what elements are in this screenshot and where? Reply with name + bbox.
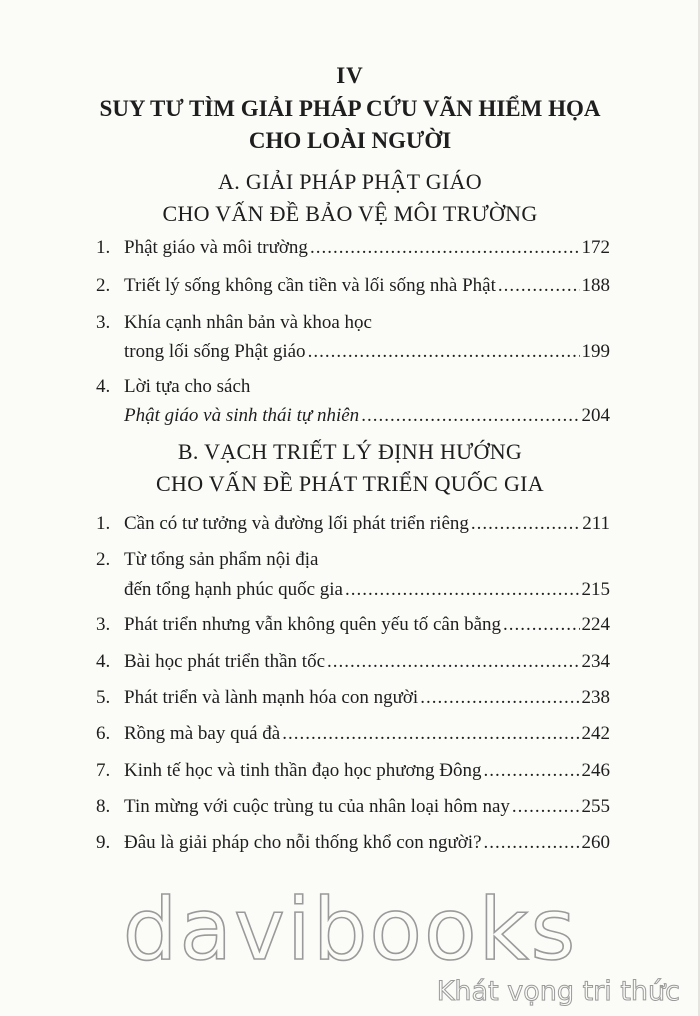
toc-entry-page: 172 bbox=[581, 237, 610, 258]
toc-entry-b5[interactable] bbox=[96, 684, 610, 712]
toc-entry-title: Lời tựa cho sách bbox=[124, 376, 251, 397]
toc-entry-a4[interactable] bbox=[96, 373, 610, 401]
toc-entry-b1[interactable] bbox=[96, 510, 610, 538]
toc-entry-number: 3. bbox=[96, 614, 111, 635]
toc-entry-number: 1. bbox=[96, 513, 111, 534]
leader-dots bbox=[498, 272, 580, 300]
toc-entry-title: Rồng mà bay quá đà bbox=[124, 723, 281, 744]
leader-dots bbox=[361, 402, 579, 430]
toc-entry-title: Khía cạnh nhân bản và khoa học bbox=[124, 312, 372, 333]
toc-entry-title: Phật giáo và môi trường bbox=[124, 237, 308, 258]
toc-entry-b2-continuation[interactable] bbox=[124, 576, 610, 604]
toc-entry-number: 6. bbox=[96, 723, 111, 744]
toc-entry-title: Triết lý sống không cần tiền và lối sống nhà Phật bbox=[124, 275, 496, 296]
book-title-italic: Phật giáo và sinh thái tự nhiên bbox=[124, 405, 360, 426]
toc-entry-number: 5. bbox=[96, 687, 111, 708]
toc-entry-b7[interactable] bbox=[96, 757, 610, 785]
toc-entry-number: 4. bbox=[96, 651, 111, 672]
part-number: IV bbox=[336, 63, 364, 88]
toc-entry-b8[interactable] bbox=[96, 793, 610, 821]
toc-entry-number: 3. bbox=[96, 312, 111, 333]
leader-dots bbox=[512, 793, 580, 821]
toc-entry-a3[interactable] bbox=[96, 309, 610, 337]
section-a-title-line-1: A. GIẢI PHÁP PHẬT GIÁO bbox=[218, 169, 482, 194]
toc-entry-a3-continuation[interactable] bbox=[124, 338, 610, 366]
toc-entry-title: Phát triển nhưng vẫn không quên yếu tố cân bằng bbox=[124, 614, 502, 635]
toc-entry-title: Kinh tế học và tinh thần đạo học phương Đông bbox=[124, 760, 482, 781]
toc-entry-number: 1. bbox=[96, 237, 111, 258]
toc-entry-number: 2. bbox=[96, 275, 111, 296]
toc-entry-page: 199 bbox=[581, 341, 610, 362]
toc-entry-a4-continuation[interactable] bbox=[124, 402, 610, 430]
leader-dots bbox=[484, 757, 580, 785]
toc-entry-a2[interactable] bbox=[96, 272, 610, 300]
leader-dots bbox=[310, 234, 580, 262]
toc-entry-a1[interactable] bbox=[96, 234, 610, 262]
part-title-line-2: CHO LOÀI NGƯỜI bbox=[248, 128, 452, 153]
leader-dots bbox=[420, 684, 579, 712]
leader-dots bbox=[503, 611, 579, 639]
toc-entry-page: 211 bbox=[582, 513, 610, 534]
toc-entry-title: Phát triển và lành mạnh hóa con người bbox=[124, 687, 419, 708]
leader-dots bbox=[282, 720, 579, 748]
toc-entry-page: 246 bbox=[581, 760, 610, 781]
toc-entry-page: 188 bbox=[581, 275, 610, 296]
toc-entry-page: 204 bbox=[581, 405, 610, 426]
leader-dots bbox=[327, 648, 579, 676]
section-b-title-line-1: B. VẠCH TRIẾT LÝ ĐỊNH HƯỚNG bbox=[177, 439, 523, 464]
toc-entry-number: 2. bbox=[96, 549, 111, 570]
toc-entry-title-continued: đến tổng hạnh phúc quốc gia bbox=[124, 579, 343, 600]
section-a-title-line-2: CHO VẤN ĐỀ BẢO VỆ MÔI TRƯỜNG bbox=[162, 201, 538, 226]
leader-dots bbox=[471, 510, 580, 538]
toc-entry-page: 234 bbox=[581, 651, 610, 672]
toc-entry-page: 255 bbox=[581, 796, 610, 817]
toc-entry-number: 7. bbox=[96, 760, 111, 781]
watermark-brand: davibooks bbox=[122, 880, 578, 980]
toc-entry-number: 9. bbox=[96, 832, 111, 853]
part-title-line-1: SUY TƯ TÌM GIẢI PHÁP CỨU VÃN HIỂM HỌA bbox=[99, 96, 601, 121]
toc-entry-b4[interactable] bbox=[96, 648, 610, 676]
toc-entry-title: Bài học phát triển thần tốc bbox=[124, 651, 326, 672]
toc-entry-b9[interactable] bbox=[96, 829, 610, 857]
toc-entry-number: 8. bbox=[96, 796, 111, 817]
section-b-title-line-2: CHO VẤN ĐỀ PHÁT TRIỂN QUỐC GIA bbox=[156, 471, 544, 496]
leader-dots bbox=[308, 338, 580, 366]
toc-entry-page: 238 bbox=[581, 687, 610, 708]
toc-entry-b3[interactable] bbox=[96, 611, 610, 639]
toc-entry-title: Tin mừng với cuộc trùng tu của nhân loại hôm nay bbox=[124, 796, 510, 817]
leader-dots bbox=[484, 829, 580, 857]
toc-entry-b2[interactable] bbox=[96, 546, 610, 574]
toc-entry-page: 215 bbox=[581, 579, 610, 600]
toc-entry-page: 242 bbox=[581, 723, 610, 744]
toc-entry-title: Đâu là giải pháp cho nỗi thống khổ con người? bbox=[124, 832, 482, 853]
watermark-tagline: Khát vọng tri thức bbox=[436, 976, 680, 1007]
toc-entry-page: 224 bbox=[581, 614, 610, 635]
toc-entry-title: Từ tổng sản phẩm nội địa bbox=[124, 549, 319, 570]
leader-dots bbox=[345, 576, 580, 604]
toc-entry-page: 260 bbox=[581, 832, 610, 853]
toc-entry-title: Cần có tư tưởng và đường lối phát triển riêng bbox=[124, 513, 469, 534]
toc-entry-number: 4. bbox=[96, 376, 111, 397]
toc-entry-b6[interactable] bbox=[96, 720, 610, 748]
toc-entry-title-continued: trong lối sống Phật giáo bbox=[124, 341, 306, 362]
